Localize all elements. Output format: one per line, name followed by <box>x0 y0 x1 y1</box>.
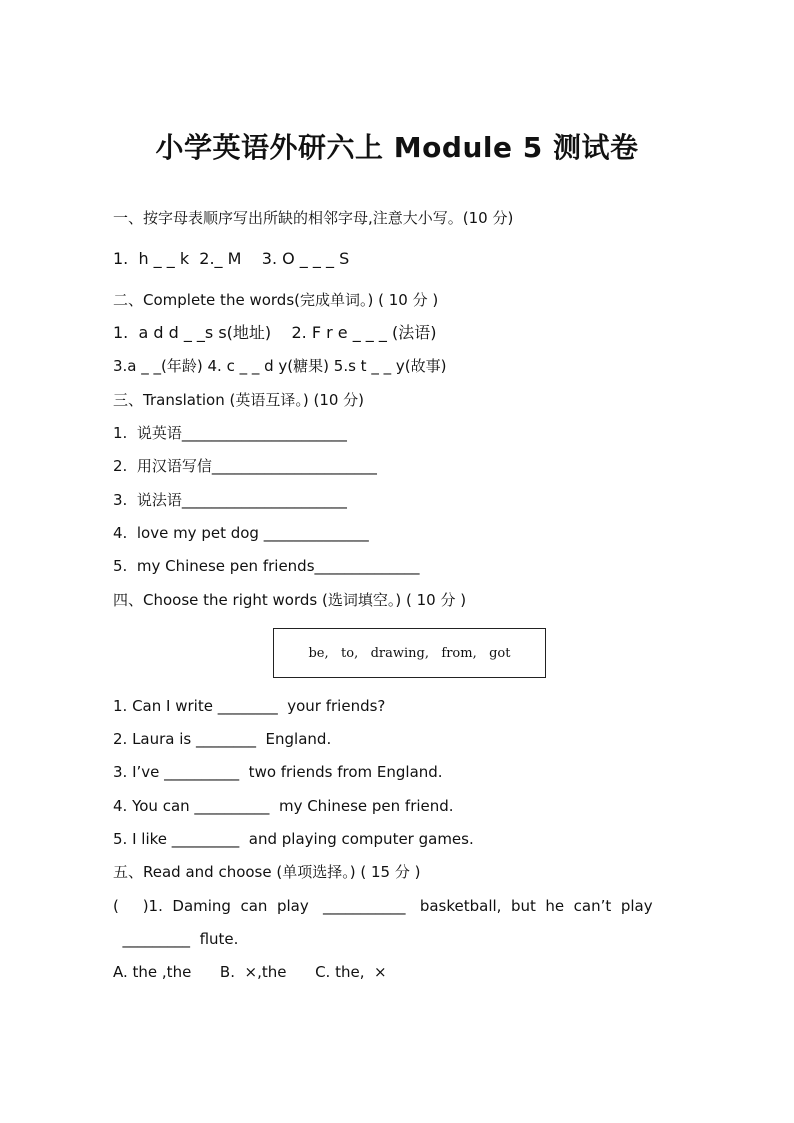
section-2-heading: 二、Complete the words(完成单词。) ( 10 分 ) <box>113 291 439 309</box>
section-1-question: 1. h _ _ k 2._ M 3. O _ _ _ S <box>113 249 350 268</box>
section-1-heading: 一、按字母表顺序写出所缺的相邻字母,注意大小写。(10 分) <box>113 209 514 227</box>
section-2-question-line-2: 3.a _ _(年龄) 4. c _ _ d y(糖果) 5.s t _ _ y(故事) <box>113 357 447 375</box>
section-2-question-line-1: 1. a d d _ _s s(地址) 2. F r e _ _ _ (法语) <box>113 323 437 342</box>
section-3-item-3: 3. 说法语______________________ <box>113 491 347 509</box>
section-4-item-3: 3. I’ve __________ two friends from England. <box>113 763 443 781</box>
section-3-item-5: 5. my Chinese pen friends______________ <box>113 557 420 575</box>
section-5-question-1-line-1: ( )1. Daming can play ___________ basketball, but he can’t play <box>113 897 653 915</box>
section-4-item-2: 2. Laura is ________ England. <box>113 730 332 748</box>
page-title: 小学英语外研六上 Module 5 测试卷 <box>155 131 639 164</box>
section-4-item-4: 4. You can __________ my Chinese pen friend. <box>113 797 454 815</box>
section-5-question-1-line-2: _________ flute. <box>113 930 239 948</box>
section-4-item-1: 1. Can I write ________ your friends? <box>113 697 386 715</box>
section-4-heading: 四、Choose the right words (选词填空。) ( 10 分 ) <box>113 591 467 609</box>
section-3-item-2: 2. 用汉语写信______________________ <box>113 457 377 475</box>
section-5-heading: 五、Read and choose (单项选择。) ( 15 分 ) <box>113 863 421 881</box>
section-3-item-4: 4. love my pet dog ______________ <box>113 524 369 542</box>
section-3-heading: 三、Translation (英语互译。) (10 分) <box>113 391 365 409</box>
section-5-question-1-options: A. the ,the B. ×,the C. the, × <box>113 963 387 981</box>
section-4-item-5: 5. I like _________ and playing computer games. <box>113 830 474 848</box>
word-bank-box: be, to, drawing, from, got <box>273 628 546 678</box>
section-3-item-1: 1. 说英语______________________ <box>113 424 347 442</box>
